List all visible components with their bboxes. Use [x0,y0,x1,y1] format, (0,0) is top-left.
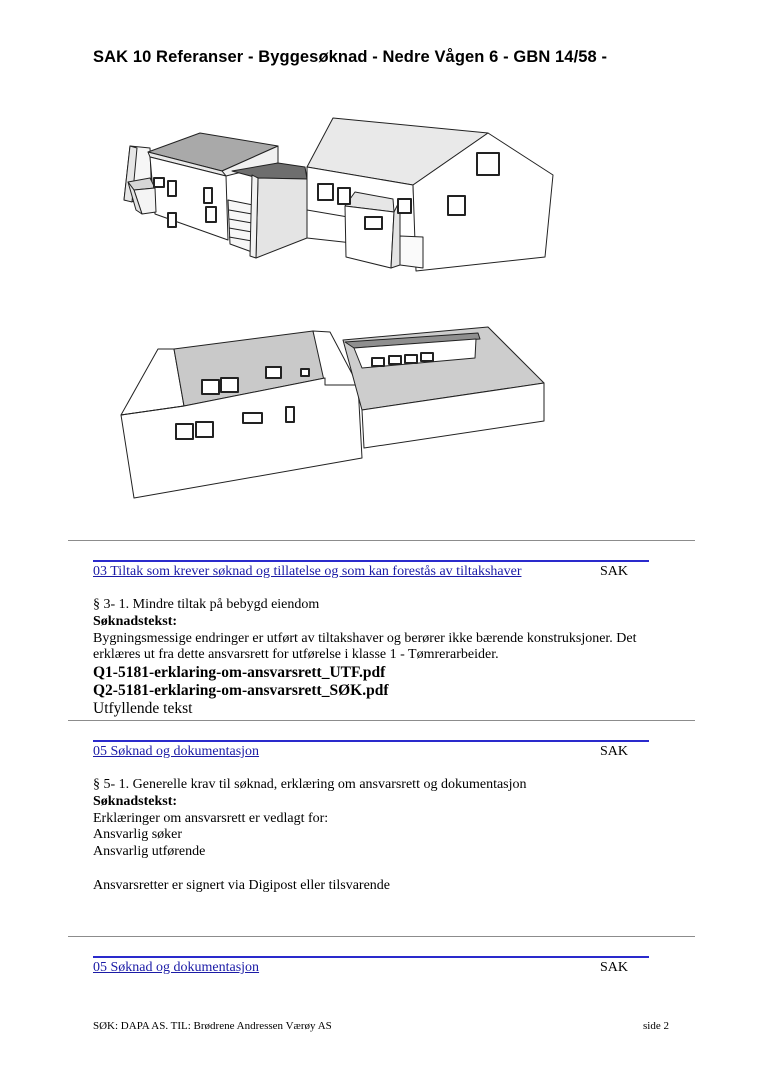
soknadstekst-line: Ansvarlig utførende [93,844,206,860]
section-divider [68,936,695,937]
section-divider [68,720,695,721]
soknadstekst-label: Søknadstekst: [93,793,178,809]
section-link-05-soknad[interactable]: 05 Søknad og dokumentasjon [93,744,260,759]
section-tag: SAK [600,564,629,579]
page-number: side 2 [643,1020,669,1032]
soknadstekst-line: erklæres ut fra dette ansvarsrett for utførelse i klasse 1 - Tømrerarbeider. [93,647,499,663]
soknadstekst-label: Søknadstekst: [93,613,178,629]
link-rule [93,560,649,562]
section-tag: SAK [600,960,629,975]
section-body-03 [93,597,693,718]
section-body-05 [93,777,693,895]
soknadstekst-line: Bygningsmessige endringer er utført av tiltakshaver og berører ikke bærende konstruksjoner. Det [93,630,637,646]
paragraph-ref: § 3- 1. Mindre tiltak på bebygd eiendom [93,597,320,612]
page-title: SAK 10 Referanser - Byggesøknad - Nedre Vågen 6 - GBN 14/58 - [93,48,608,66]
section-divider [68,540,695,541]
soknadstekst-line: Ansvarsretter er signert via Digipost eller tilsvarende [93,877,391,893]
attachment-file-sok[interactable]: Q2-5181-erklaring-om-ansvarsrett_SØK.pdf [93,682,389,700]
section-tag: SAK [600,744,629,759]
building-drawing-top [0,0,764,520]
attachment-file-utf[interactable]: Q1-5181-erklaring-om-ansvarsrett_UTF.pdf [93,664,386,682]
section-link-03-tiltak[interactable]: 03 Tiltak som krever søknad og tillatelse og som kan forestås av tiltakshaver [93,564,522,579]
link-rule [93,956,649,958]
link-rule [93,740,649,742]
soknadstekst-line: Ansvarlig søker [93,827,183,843]
blank-line [93,861,693,878]
soknadstekst-line: Erklæringer om ansvarsrett er vedlagt for: [93,810,329,826]
footer-parties: SØK: DAPA AS. TIL: Brødrene Andressen Værøy AS [93,1020,332,1032]
section-link-05-soknad-2[interactable]: 05 Søknad og dokumentasjon [93,960,260,975]
paragraph-ref: § 5- 1. Generelle krav til søknad, erklæring om ansvarsrett og dokumentasjon [93,777,527,792]
utfyllende-tekst: Utfyllende tekst [93,700,193,718]
